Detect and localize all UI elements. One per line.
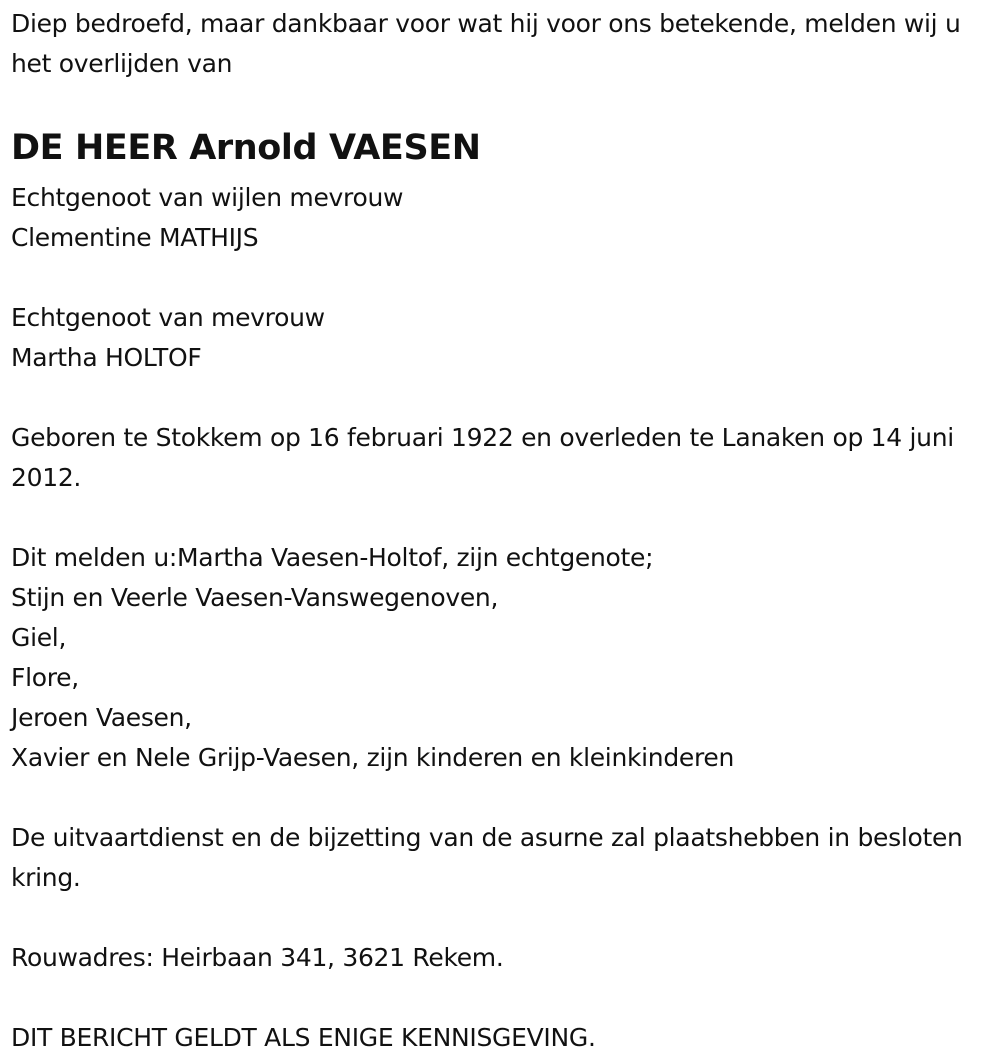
late-spouse-label: Echtgenoot van wijlen mevrouw xyxy=(11,183,404,212)
announcer-line: Dit melden u:Martha Vaesen-Holtof, zijn echtgenote; xyxy=(11,543,654,572)
spouse-block xyxy=(11,298,986,378)
spouse-name: Martha HOLTOF xyxy=(11,343,202,372)
deceased-name: DE HEER Arnold VAESEN xyxy=(11,128,481,168)
announcer-line: Giel, xyxy=(11,623,67,652)
spacer xyxy=(11,378,986,418)
mourning-address: Rouwadres: Heirbaan 341, 3621 Rekem. xyxy=(11,943,504,972)
spacer xyxy=(11,498,986,538)
ceremony-text: De uitvaartdienst en de bijzetting van de asurne zal plaatshebben in besloten kring. xyxy=(11,823,963,892)
late-spouse-name: Clementine MATHIJS xyxy=(11,223,259,252)
announcer-line: Jeroen Vaesen, xyxy=(11,703,192,732)
spacer xyxy=(11,778,986,818)
intro-text: Diep bedroefd, maar dankbaar voor wat hij voor ons betekende, melden wij u het overlijden van xyxy=(11,9,961,78)
spouse-label: Echtgenoot van mevrouw xyxy=(11,303,325,332)
spacer xyxy=(11,258,986,298)
birth-death-text: Geboren te Stokkem op 16 februari 1922 en overleden te Lanaken op 14 juni 2012. xyxy=(11,423,954,492)
spacer xyxy=(11,898,986,938)
spacer xyxy=(11,84,986,124)
announcer-line: Flore, xyxy=(11,663,79,692)
spacer xyxy=(11,978,986,1018)
announcer-line: Xavier en Nele Grijp-Vaesen, zijn kinderen en kleinkinderen xyxy=(11,743,735,772)
late-spouse-block xyxy=(11,178,986,258)
announcer-line: Stijn en Veerle Vaesen-Vanswegenoven, xyxy=(11,583,499,612)
closing-statement: DIT BERICHT GELDT ALS ENIGE KENNISGEVING. xyxy=(11,1023,596,1052)
announcers-list xyxy=(11,538,986,778)
